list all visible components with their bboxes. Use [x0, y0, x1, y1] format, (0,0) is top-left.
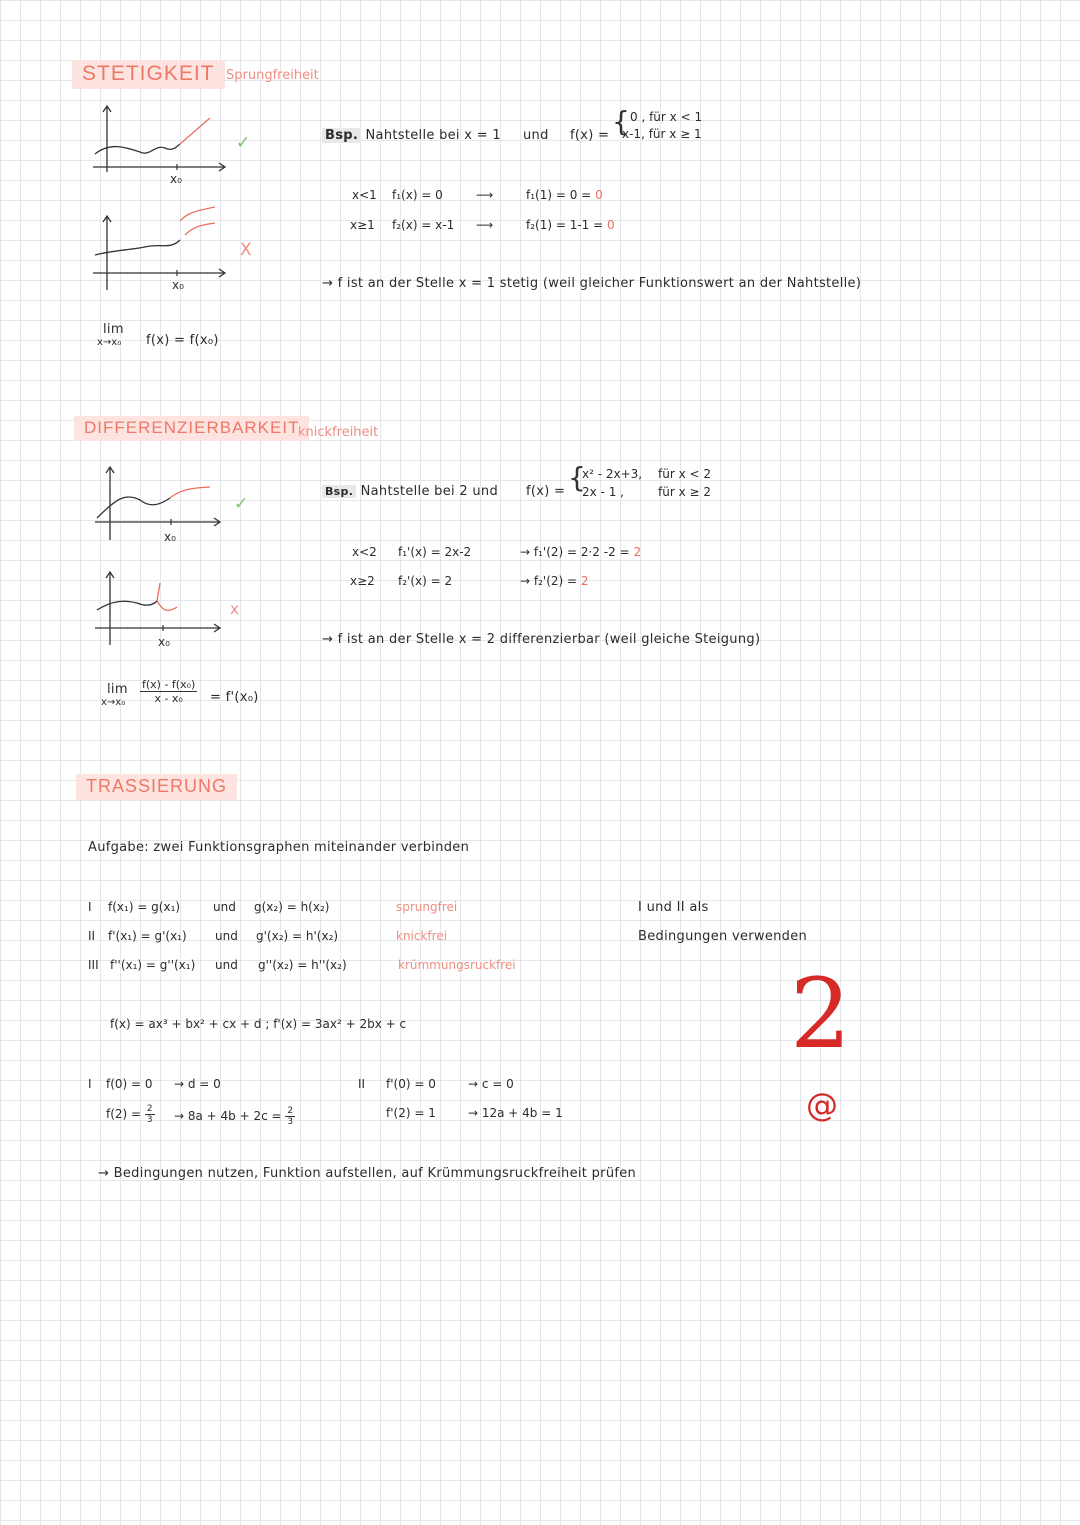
diff-row1-value: 2	[633, 545, 642, 559]
row1-cond: x<1	[352, 188, 377, 202]
graph1-x0-label: x₀	[170, 172, 182, 186]
calc-I-1-res: → d = 0	[174, 1077, 221, 1091]
condition-I-right: g(x₂) = h(x₂)	[254, 900, 330, 914]
calc-II-2-res: → 12a + 4b = 1	[468, 1106, 563, 1120]
diff-row2-value: 2	[580, 574, 589, 588]
check-icon: ✓	[234, 494, 249, 514]
diff-case1: x² - 2x+3,	[582, 467, 643, 481]
diff-case2-cond: für x ≥ 2	[658, 485, 711, 499]
case2: x-1, für x ≥ 1	[622, 127, 702, 141]
row2-result: f₂(1) = 1-1 = 0	[526, 218, 615, 232]
limit-subscript: x→x₀	[97, 337, 122, 348]
diff-row2-func: f₂'(x) = 2	[398, 574, 453, 588]
graph-continuous	[85, 102, 245, 197]
row1-value: 0	[595, 188, 603, 202]
calc-I-2-fraction: $\frac{2}{3}$	[146, 1104, 153, 1125]
diff-limit-numerator: f(x) - f(x₀)	[142, 678, 196, 691]
row2-func: f₂(x) = x-1	[392, 218, 455, 232]
diff-example-text: Nahtstelle bei 2 und	[360, 484, 499, 499]
diff-conclusion: → f ist an der Stelle x = 2 differenzierbar (weil gleiche Steigung)	[322, 632, 761, 647]
diff-limit-fraction	[140, 678, 197, 705]
calc-II-1-res: → c = 0	[468, 1077, 514, 1091]
stetig-conclusion: → f ist an der Stelle x = 1 stetig (weil gleicher Funktionswert an der Nahtstelle)	[322, 276, 862, 291]
section-subtitle-differenzierbarkeit: knickfreiheit	[298, 425, 379, 440]
calc-II-num: II	[358, 1077, 366, 1091]
diff-row1-func: f₁'(x) = 2x-2	[398, 545, 472, 559]
row1-arrow: ⟶	[476, 188, 494, 202]
case1: 0 , für x < 1	[630, 110, 703, 124]
diff-graph1-x0: x₀	[164, 530, 176, 544]
condition-I-left: f(x₁) = g(x₁)	[108, 900, 181, 914]
bsp-badge: Bsp.	[322, 485, 356, 498]
trassierung-final: → Bedingungen nutzen, Funktion aufstellen, auf Krümmungsruckfreiheit prüfen	[98, 1166, 637, 1181]
calc-I-num: I	[88, 1077, 92, 1091]
check-icon: ✓	[236, 133, 251, 153]
section-title-differenzierbarkeit: DIFFERENZIERBARKEIT	[74, 416, 309, 441]
condition-III-und: und	[215, 958, 238, 972]
condition-II-und: und	[215, 929, 238, 943]
calc-I-1: f(0) = 0	[106, 1077, 153, 1091]
limit-lim: lim	[103, 322, 124, 337]
section-title-stetigkeit: STETIGKEIT	[72, 60, 225, 89]
graph2-x0-label: x₀	[172, 278, 184, 292]
logo-two: 2	[790, 958, 852, 1070]
diff-limit-denominator: x - x₀	[154, 692, 183, 705]
example-text: Nahtstelle bei x = 1	[365, 128, 501, 143]
diff-case-brace: {	[568, 461, 586, 494]
diff-limit-lim: lim	[107, 682, 128, 697]
diff-limit-rhs: = f'(x₀)	[210, 690, 259, 705]
calc-II-1: f'(0) = 0	[386, 1077, 436, 1091]
diff-row1-cond: x<2	[352, 545, 377, 559]
trassierung-function: f(x) = ax³ + bx² + cx + d ; f'(x) = 3ax² + 2bx + c	[110, 1017, 407, 1031]
row2-value: 0	[607, 218, 615, 232]
calc-I-2-res: → 8a + 4b + 2c = $\frac{2}{3}$	[174, 1106, 294, 1127]
calc-II-2: f'(2) = 1	[386, 1106, 436, 1120]
condition-I-und: und	[213, 900, 236, 914]
diff-example-label	[322, 484, 498, 499]
example-fx: f(x) =	[570, 128, 610, 143]
cross-icon: X	[240, 240, 252, 260]
section-subtitle-stetigkeit: Sprungfreiheit	[226, 68, 319, 83]
condition-III-num: III	[88, 958, 99, 972]
calc-I-2: f(2) = $\frac{2}{3}$	[106, 1104, 153, 1125]
condition-III-right: g''(x₂) = h''(x₂)	[258, 958, 347, 972]
row1-func: f₁(x) = 0	[392, 188, 443, 202]
diff-graph2-x0: x₀	[158, 635, 170, 649]
example-und: und	[523, 128, 549, 143]
graph-jump	[85, 205, 245, 300]
row1-result: f₁(1) = 0 = 0	[526, 188, 603, 202]
example-label	[322, 128, 501, 143]
cross-icon: x	[230, 600, 239, 618]
case-brace: {	[612, 105, 630, 138]
condition-II-num: II	[88, 929, 96, 943]
condition-I-label: sprungfrei	[396, 900, 458, 914]
limit-expression: f(x) = f(x₀)	[146, 333, 219, 348]
diff-example-fx: f(x) =	[526, 484, 566, 499]
diff-row1-result: → f₁'(2) = 2·2 -2 = 2	[520, 545, 642, 559]
condition-II-left: f'(x₁) = g'(x₁)	[108, 929, 187, 943]
note-line2: Bedingungen verwenden	[638, 929, 808, 944]
graph-smooth	[85, 460, 235, 550]
logo-at: @	[806, 1086, 838, 1124]
condition-II-right: g'(x₂) = h'(x₂)	[256, 929, 339, 943]
calc-I-2-res-fraction: $\frac{2}{3}$	[287, 1106, 294, 1127]
diff-case1-cond: für x < 2	[658, 467, 711, 481]
condition-III-label: krümmungsruckfrei	[398, 958, 516, 972]
trassierung-aufgabe: Aufgabe: zwei Funktionsgraphen miteinander verbinden	[88, 840, 470, 855]
bsp-badge: Bsp.	[322, 128, 361, 143]
diff-row2-result: → f₂'(2) = 2	[520, 574, 589, 588]
diff-row2-cond: x≥2	[350, 574, 375, 588]
diff-limit-subscript: x→x₀	[101, 697, 126, 708]
section-title-trassierung: TRASSIERUNG	[76, 774, 237, 800]
diff-case2: 2x - 1 ,	[582, 485, 624, 499]
row2-cond: x≥1	[350, 218, 375, 232]
condition-II-label: knickfrei	[396, 929, 448, 943]
condition-III-left: f''(x₁) = g''(x₁)	[110, 958, 196, 972]
note-line1: I und II als	[638, 900, 709, 915]
row2-arrow: ⟶	[476, 218, 494, 232]
condition-I-num: I	[88, 900, 92, 914]
